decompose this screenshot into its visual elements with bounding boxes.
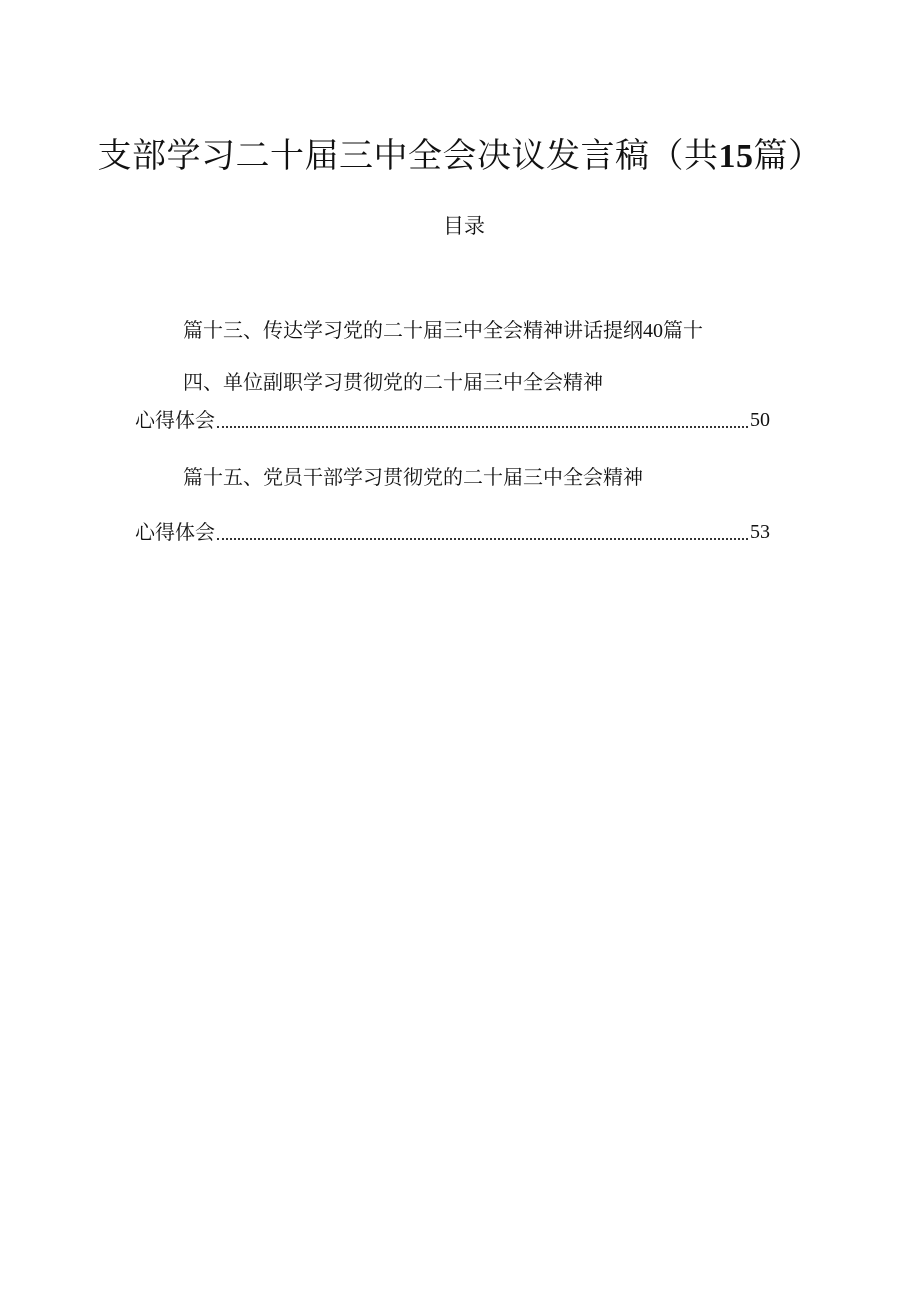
toc-entry-15-page: 53 <box>750 521 770 543</box>
toc-heading: 目录 <box>443 214 485 238</box>
toc-dot-leader <box>217 426 748 428</box>
title-number: 15 <box>718 138 754 175</box>
toc-entry-15-label: 心得体会 <box>135 520 215 544</box>
title-suffix: 篇） <box>753 136 823 176</box>
toc-entry-13[interactable] <box>183 313 703 348</box>
toc-dot-leader <box>217 538 748 540</box>
toc-entry-14-prefix: 篇十 <box>663 318 703 342</box>
toc-entry-15-line1[interactable]: 篇十五、党员干部学习贯彻党的二十届三中全会精神 <box>183 465 643 489</box>
document-title <box>0 128 920 185</box>
toc-entry-13-page: 40 <box>643 320 663 342</box>
toc-entry-14-line1[interactable]: 四、单位副职学习贯彻党的二十届三中全会精神 <box>183 370 603 394</box>
title-prefix: 支部学习二十届三中全会决议发言稿（共 <box>97 136 719 176</box>
toc-entry-13-text: 篇十三、传达学习党的二十届三中全会精神讲话提纲 <box>183 318 643 342</box>
toc-entry-14-label: 心得体会 <box>135 408 215 432</box>
toc-entry-14-line2[interactable] <box>135 403 770 437</box>
toc-entry-15-line2[interactable] <box>135 515 770 549</box>
toc-entry-14-page: 50 <box>750 409 770 431</box>
